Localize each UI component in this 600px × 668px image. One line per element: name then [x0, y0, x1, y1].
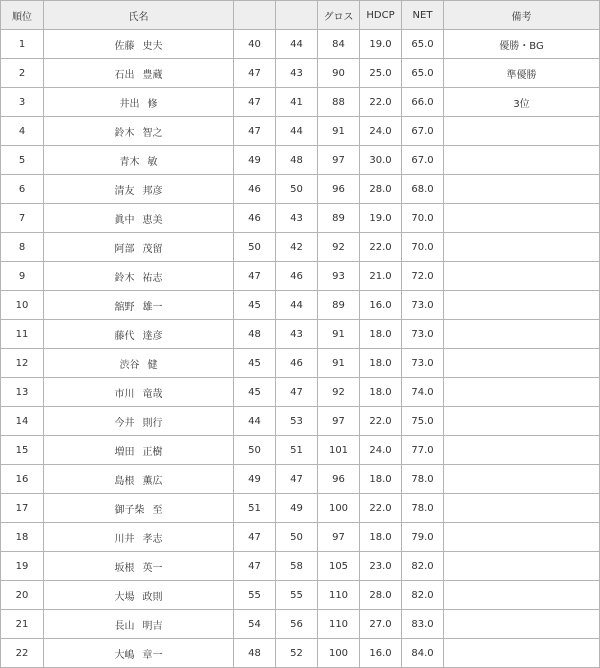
name-cell	[44, 59, 234, 88]
hdcp-cell: 16.0	[360, 291, 402, 320]
in-cell: 47	[276, 465, 318, 494]
family-name: 眞中	[114, 214, 135, 226]
note-cell	[444, 117, 600, 146]
family-name: 阿部	[114, 243, 135, 255]
hdcp-cell: 18.0	[360, 378, 402, 407]
out-cell: 45	[234, 291, 276, 320]
family-name: 坂根	[114, 562, 135, 574]
gross-cell: 96	[318, 175, 360, 204]
gross-cell: 93	[318, 262, 360, 291]
name-cell	[44, 146, 234, 175]
note-cell	[444, 175, 600, 204]
name-cell	[44, 175, 234, 204]
family-name: 井出	[119, 98, 140, 110]
rank-cell: 4	[1, 117, 44, 146]
net-cell: 77.0	[402, 436, 444, 465]
rank-cell: 3	[1, 88, 44, 117]
net-cell: 78.0	[402, 465, 444, 494]
given-name: 孝志	[142, 533, 163, 545]
family-name: 藤代	[114, 330, 135, 342]
hdcp-cell: 18.0	[360, 320, 402, 349]
table-body	[1, 30, 600, 668]
in-cell: 53	[276, 407, 318, 436]
rank-cell: 19	[1, 552, 44, 581]
name-cell	[44, 30, 234, 59]
rank-cell: 12	[1, 349, 44, 378]
gross-cell: 91	[318, 320, 360, 349]
table-row	[1, 204, 600, 233]
note-cell: 準優勝	[444, 59, 600, 88]
family-name: 青木	[119, 156, 140, 168]
net-cell: 67.0	[402, 117, 444, 146]
hdcp-cell: 27.0	[360, 610, 402, 639]
hdcp-cell: 18.0	[360, 523, 402, 552]
table-row	[1, 175, 600, 204]
out-cell: 49	[234, 146, 276, 175]
hdcp-cell: 22.0	[360, 233, 402, 262]
note-cell	[444, 581, 600, 610]
out-cell: 47	[234, 88, 276, 117]
note-cell	[444, 407, 600, 436]
in-cell: 44	[276, 291, 318, 320]
rank-cell: 17	[1, 494, 44, 523]
in-cell: 58	[276, 552, 318, 581]
net-cell: 70.0	[402, 233, 444, 262]
gross-cell: 92	[318, 378, 360, 407]
table-row	[1, 581, 600, 610]
family-name: 御子柴	[114, 504, 145, 516]
hdcp-cell: 18.0	[360, 465, 402, 494]
name-cell	[44, 407, 234, 436]
note-cell	[444, 436, 600, 465]
table-row	[1, 552, 600, 581]
in-cell: 46	[276, 262, 318, 291]
out-cell: 44	[234, 407, 276, 436]
out-cell: 47	[234, 262, 276, 291]
in-cell: 52	[276, 639, 318, 668]
name-cell	[44, 552, 234, 581]
rank-cell: 22	[1, 639, 44, 668]
in-cell: 55	[276, 581, 318, 610]
given-name: 達彦	[142, 330, 163, 342]
family-name: 今井	[114, 417, 135, 429]
net-cell: 79.0	[402, 523, 444, 552]
header-rank: 順位	[1, 1, 44, 30]
table-header	[1, 1, 600, 30]
out-cell: 47	[234, 59, 276, 88]
given-name: 雄一	[142, 301, 163, 313]
family-name: 市川	[114, 388, 135, 400]
given-name: 明吉	[142, 620, 163, 632]
table-row	[1, 117, 600, 146]
gross-cell: 97	[318, 146, 360, 175]
family-name: 川井	[114, 533, 135, 545]
hdcp-cell: 28.0	[360, 175, 402, 204]
family-name: 鈴木	[114, 127, 135, 139]
gross-cell: 110	[318, 610, 360, 639]
rank-cell: 6	[1, 175, 44, 204]
table-row	[1, 407, 600, 436]
rank-cell: 18	[1, 523, 44, 552]
family-name: 石出	[114, 69, 135, 81]
hdcp-cell: 16.0	[360, 639, 402, 668]
out-cell: 46	[234, 204, 276, 233]
header-row	[1, 1, 600, 30]
net-cell: 73.0	[402, 349, 444, 378]
hdcp-cell: 22.0	[360, 88, 402, 117]
family-name: 清友	[114, 185, 135, 197]
gross-cell: 89	[318, 291, 360, 320]
name-cell	[44, 117, 234, 146]
net-cell: 70.0	[402, 204, 444, 233]
name-cell	[44, 581, 234, 610]
out-cell: 46	[234, 175, 276, 204]
table-row	[1, 349, 600, 378]
table-row	[1, 88, 600, 117]
in-cell: 50	[276, 523, 318, 552]
in-cell: 56	[276, 610, 318, 639]
out-cell: 49	[234, 465, 276, 494]
out-cell: 51	[234, 494, 276, 523]
given-name: 竜哉	[142, 388, 163, 400]
gross-cell: 91	[318, 349, 360, 378]
hdcp-cell: 24.0	[360, 117, 402, 146]
rank-cell: 2	[1, 59, 44, 88]
header-in	[276, 1, 318, 30]
net-cell: 67.0	[402, 146, 444, 175]
in-cell: 42	[276, 233, 318, 262]
name-cell	[44, 523, 234, 552]
family-name: 渋谷	[119, 359, 140, 371]
out-cell: 48	[234, 320, 276, 349]
given-name: 恵美	[142, 214, 163, 226]
net-cell: 73.0	[402, 291, 444, 320]
gross-cell: 100	[318, 639, 360, 668]
table-row	[1, 59, 600, 88]
name-cell	[44, 88, 234, 117]
name-cell	[44, 610, 234, 639]
name-cell	[44, 291, 234, 320]
name-cell	[44, 349, 234, 378]
given-name: 章一	[142, 649, 163, 661]
gross-cell: 110	[318, 581, 360, 610]
gross-cell: 97	[318, 407, 360, 436]
note-cell: 優勝・BG	[444, 30, 600, 59]
name-cell	[44, 436, 234, 465]
gross-cell: 91	[318, 117, 360, 146]
out-cell: 47	[234, 552, 276, 581]
hdcp-cell: 19.0	[360, 204, 402, 233]
net-cell: 66.0	[402, 88, 444, 117]
in-cell: 41	[276, 88, 318, 117]
out-cell: 50	[234, 436, 276, 465]
header-hdcp: HDCP	[360, 1, 402, 30]
in-cell: 43	[276, 204, 318, 233]
hdcp-cell: 21.0	[360, 262, 402, 291]
given-name: 豊蔵	[142, 69, 163, 81]
gross-cell: 90	[318, 59, 360, 88]
note-cell	[444, 291, 600, 320]
net-cell: 68.0	[402, 175, 444, 204]
name-cell	[44, 320, 234, 349]
family-name: 佐藤	[114, 40, 135, 52]
rank-cell: 7	[1, 204, 44, 233]
gross-cell: 89	[318, 204, 360, 233]
note-cell	[444, 639, 600, 668]
in-cell: 49	[276, 494, 318, 523]
in-cell: 47	[276, 378, 318, 407]
family-name: 島根	[114, 475, 135, 487]
note-cell	[444, 146, 600, 175]
hdcp-cell: 28.0	[360, 581, 402, 610]
in-cell: 48	[276, 146, 318, 175]
name-cell	[44, 262, 234, 291]
net-cell: 82.0	[402, 581, 444, 610]
table-row	[1, 639, 600, 668]
given-name: 修	[147, 98, 158, 110]
table-row	[1, 465, 600, 494]
gross-cell: 101	[318, 436, 360, 465]
name-cell	[44, 233, 234, 262]
net-cell: 82.0	[402, 552, 444, 581]
net-cell: 65.0	[402, 30, 444, 59]
note-cell: 3位	[444, 88, 600, 117]
hdcp-cell: 22.0	[360, 407, 402, 436]
rank-cell: 14	[1, 407, 44, 436]
family-name: 大嶋	[114, 649, 135, 661]
in-cell: 46	[276, 349, 318, 378]
in-cell: 43	[276, 59, 318, 88]
rank-cell: 21	[1, 610, 44, 639]
note-cell	[444, 320, 600, 349]
note-cell	[444, 523, 600, 552]
gross-cell: 88	[318, 88, 360, 117]
note-cell	[444, 552, 600, 581]
note-cell	[444, 349, 600, 378]
rank-cell: 15	[1, 436, 44, 465]
in-cell: 50	[276, 175, 318, 204]
table-row	[1, 436, 600, 465]
table-row	[1, 146, 600, 175]
hdcp-cell: 25.0	[360, 59, 402, 88]
header-gross: グロス	[318, 1, 360, 30]
out-cell: 48	[234, 639, 276, 668]
note-cell	[444, 233, 600, 262]
table-row	[1, 320, 600, 349]
table-row	[1, 233, 600, 262]
family-name: 大場	[114, 591, 135, 603]
out-cell: 50	[234, 233, 276, 262]
given-name: 茂留	[142, 243, 163, 255]
rank-cell: 16	[1, 465, 44, 494]
rank-cell: 20	[1, 581, 44, 610]
table-row	[1, 262, 600, 291]
gross-cell: 92	[318, 233, 360, 262]
header-name: 氏名	[44, 1, 234, 30]
note-cell	[444, 204, 600, 233]
given-name: 薫広	[142, 475, 163, 487]
given-name: 史夫	[142, 40, 163, 52]
family-name: 増田	[114, 446, 135, 458]
hdcp-cell: 30.0	[360, 146, 402, 175]
in-cell: 51	[276, 436, 318, 465]
gross-cell: 97	[318, 523, 360, 552]
given-name: 健	[147, 359, 158, 371]
given-name: 智之	[142, 127, 163, 139]
gross-cell: 96	[318, 465, 360, 494]
note-cell	[444, 610, 600, 639]
table-row	[1, 523, 600, 552]
header-net: NET	[402, 1, 444, 30]
table-row	[1, 30, 600, 59]
hdcp-cell: 19.0	[360, 30, 402, 59]
rank-cell: 13	[1, 378, 44, 407]
gross-cell: 105	[318, 552, 360, 581]
family-name: 舘野	[114, 301, 135, 313]
name-cell	[44, 494, 234, 523]
name-cell	[44, 639, 234, 668]
out-cell: 47	[234, 523, 276, 552]
given-name: 邦彦	[142, 185, 163, 197]
rank-cell: 11	[1, 320, 44, 349]
rank-cell: 8	[1, 233, 44, 262]
given-name: 敏	[147, 156, 158, 168]
rank-cell: 10	[1, 291, 44, 320]
given-name: 正樹	[142, 446, 163, 458]
net-cell: 72.0	[402, 262, 444, 291]
hdcp-cell: 18.0	[360, 349, 402, 378]
net-cell: 84.0	[402, 639, 444, 668]
family-name: 長山	[114, 620, 135, 632]
header-note: 備考	[444, 1, 600, 30]
table-row	[1, 378, 600, 407]
given-name: 祐志	[142, 272, 163, 284]
name-cell	[44, 465, 234, 494]
given-name: 政則	[142, 591, 163, 603]
family-name: 鈴木	[114, 272, 135, 284]
net-cell: 73.0	[402, 320, 444, 349]
in-cell: 44	[276, 30, 318, 59]
out-cell: 40	[234, 30, 276, 59]
note-cell	[444, 378, 600, 407]
hdcp-cell: 23.0	[360, 552, 402, 581]
rank-cell: 9	[1, 262, 44, 291]
table-row	[1, 610, 600, 639]
name-cell	[44, 378, 234, 407]
note-cell	[444, 494, 600, 523]
net-cell: 74.0	[402, 378, 444, 407]
rank-cell: 5	[1, 146, 44, 175]
name-cell	[44, 204, 234, 233]
net-cell: 65.0	[402, 59, 444, 88]
out-cell: 45	[234, 378, 276, 407]
note-cell	[444, 465, 600, 494]
given-name: 至	[152, 504, 163, 516]
hdcp-cell: 22.0	[360, 494, 402, 523]
net-cell: 78.0	[402, 494, 444, 523]
header-out	[234, 1, 276, 30]
hdcp-cell: 24.0	[360, 436, 402, 465]
out-cell: 54	[234, 610, 276, 639]
given-name: 則行	[142, 417, 163, 429]
in-cell: 44	[276, 117, 318, 146]
out-cell: 47	[234, 117, 276, 146]
gross-cell: 100	[318, 494, 360, 523]
gross-cell: 84	[318, 30, 360, 59]
given-name: 英一	[142, 562, 163, 574]
note-cell	[444, 262, 600, 291]
net-cell: 75.0	[402, 407, 444, 436]
table-row	[1, 494, 600, 523]
out-cell: 55	[234, 581, 276, 610]
out-cell: 45	[234, 349, 276, 378]
table-row	[1, 291, 600, 320]
rank-cell: 1	[1, 30, 44, 59]
net-cell: 83.0	[402, 610, 444, 639]
in-cell: 43	[276, 320, 318, 349]
